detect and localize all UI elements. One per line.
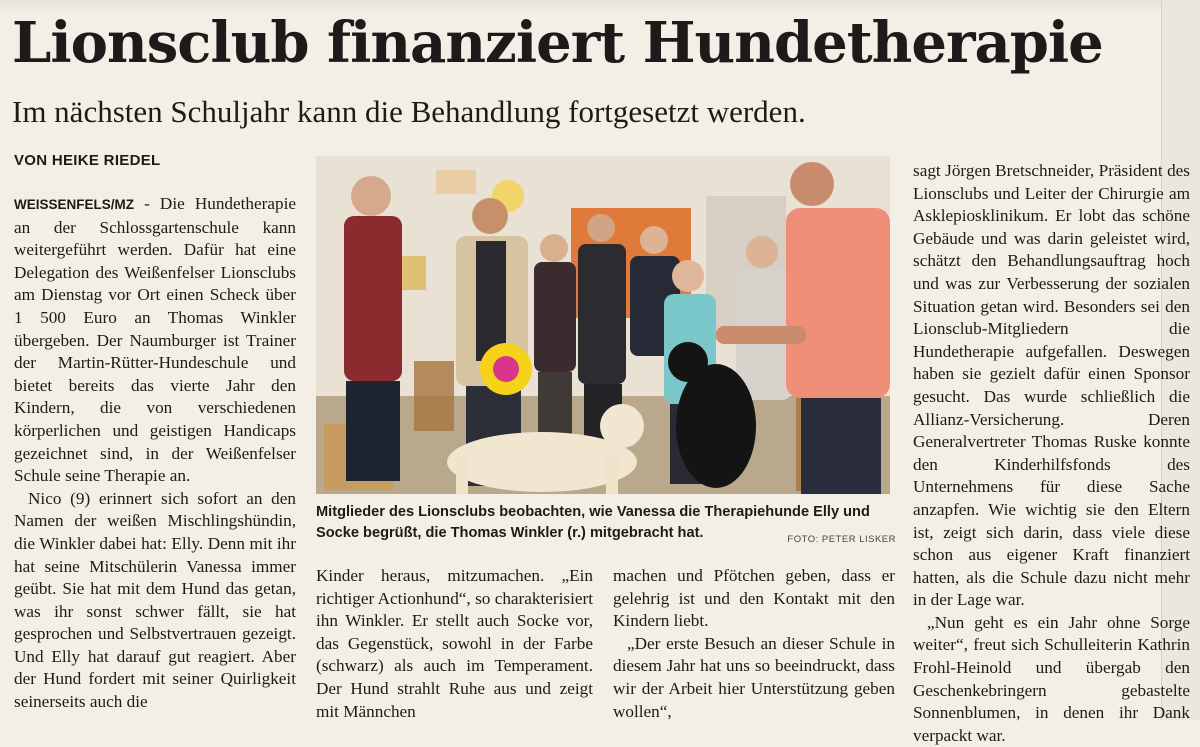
article-column-4 xyxy=(913,160,1190,747)
paragraph-5: „Der erste Besuch an dieser Schule in diesem Jahr hat uns so beeindruckt, dass wir der Arbeit hier Unterstützung geben wollen“, xyxy=(613,633,895,721)
photo-credit: FOTO: PETER LISKER xyxy=(787,534,896,545)
sunflower-gift xyxy=(480,343,532,395)
article-column-1 xyxy=(14,193,296,714)
paragraph-1 xyxy=(14,193,296,488)
article-column-2 xyxy=(316,565,593,723)
headline: Lionsclub finanziert Hundetherapie xyxy=(12,10,1103,76)
paragraph-7: „Nun geht es ein Jahr ohne Sorge weiter“, freut sich Schulleiterin Kathrin Frohl-Heinold und übergab den Geschenkebringern gebastelte Sonnenblumen, in denen ihr Dank verpackt war. xyxy=(913,612,1190,745)
article-photo xyxy=(316,156,890,494)
subheadline: Im nächsten Schuljahr kann die Behandlung fortgesetzt werden. xyxy=(12,94,806,129)
dateline: WEISSENFELS/MZ xyxy=(14,197,135,212)
caption-text: Mitglieder des Lionsclubs beobachten, wie Vanessa die Therapiehunde Elly und Socke begrüßt, die Thomas Winkler (r.) mitgebracht hat. xyxy=(316,504,870,541)
paragraph-4: machen und Pfötchen geben, dass er gelehrig ist und den Kontakt mit den Kindern liebt. xyxy=(613,566,895,631)
byline: VON HEIKE RIEDEL xyxy=(14,152,161,169)
person-left xyxy=(344,176,402,481)
person-woman-dark xyxy=(534,234,576,457)
paragraph-3: Kinder heraus, mitzumachen. „Ein richtiger Actionhund“, so charakterisiert ihn Winkler. Er stellt auch Socke vor, das Gegenstück, sowohl in der Farbe (schwarz) als auch im Temperament. Der Hund strahlt Ruhe aus und zeigt mit Männchen xyxy=(316,566,593,721)
paragraph-1-text: - Die Hundetherapie an der Schlossgartenschule kann weitergeführt werden. Dafür hat eine Delegation des Weißenfelser Lionsclubs am Dienstag vor Ort einen Scheck über 1 500 Euro an Thomas Winkler übergeben. Der Naumburger ist Trainer der Martin-Rütter-Hundeschule und bietet bereits das vierte Jahr den Kindern, die von verschiedenen körperlichen und geistigen Handicaps gezeichnet sind, in der Weißenfelser Schule seine Therapie an. xyxy=(14,194,296,486)
paragraph-6: sagt Jörgen Bretschneider, Präsident des Lionsclubs und Leiter der Chirurgie am Asklepiosklinikum. Er lobt das schöne Gebäude und was darin geleistet wird, schätzt den Behandlungsauftrag hoch und was zur Verbesserung der sozialen Situation getan wird. Besonders sei den Lionsclub-Mitgliedern die Hundetherapie aufgefallen. Deswegen haben sie gezielt dafür einen Sponsor gesucht. Das wurde schließlich die Allianz-Versicherung. Deren Generalvertreter Thomas Ruske konnte den Kinderhilfsfonds des Unternehmens für diese Sache anzapfen. Wie wichtig sie den Eltern ist, zeigt sich darin, dass viele diese schon aus eigener Kraft finanziert hatten, als die Schule dazu nicht mehr in der Lage war. xyxy=(913,161,1190,610)
photo-illustration xyxy=(316,156,890,494)
photo-caption xyxy=(316,502,896,550)
paragraph-2: Nico (9) erinnert sich sofort an den Namen der weißen Mischlingshündin, die Winkler dabei hat: Elly. Denn mit ihr hat seine Mitschülerin Vanessa immer geübt. Sie hat mit dem Hund das getan, was ihr sonst schwer fällt, sie hat gesprochen und Selbstvertrauen gezeigt. Und Elly hat darauf gut reagiert. Aber der Hund fordert mit seiner Quirligkeit seinerseits auch die xyxy=(14,488,296,712)
article-column-3 xyxy=(613,565,895,723)
